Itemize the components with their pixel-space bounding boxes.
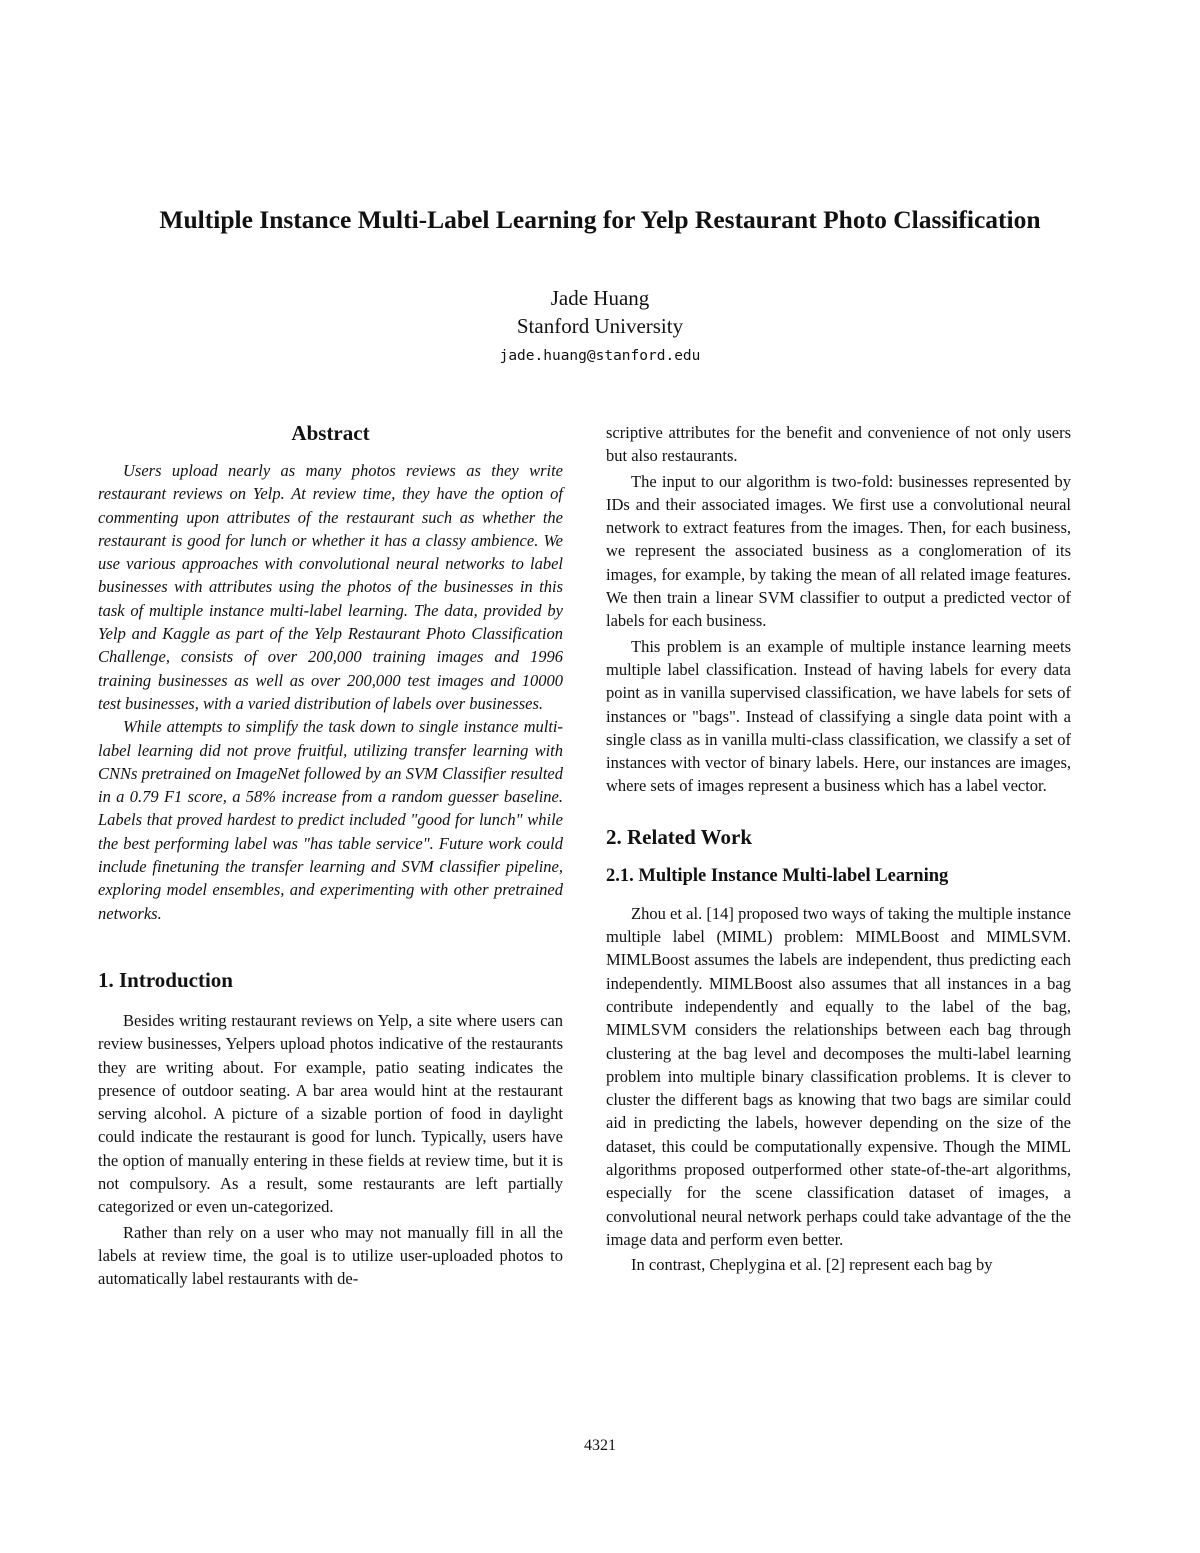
right-column <box>606 421 1071 1277</box>
abstract-heading: Abstract <box>291 421 370 445</box>
author-block <box>300 284 900 372</box>
introduction-paragraph: This problem is an example of multiple instance learning meets multiple label classification. Instead of having labels for every data point as in vanilla supervised classification, we have labels for sets of instances or "bags". Instead of classifying a single data point with a single class as in vanilla multi-class classification, we classify a set of instances with vector of binary labels. Here, our instances are images, where sets of images represent a business which has a label vector. <box>606 636 1071 796</box>
introduction-paragraph: Besides writing restaurant reviews on Yelp, a site where users can review businesses, Yelpers upload photos indicative of the restaurants they are writing about. For example, patio seating indicates the presence of outdoor seating. A bar area would hint at the restaurant serving alcohol. A picture of a sizable portion of food in daylight could indicate the restaurant is good for lunch. Typically, users have the option of manually entering in these fields at review time, but it is not compulsory. As a result, some restaurants are left partially categorized or even un-categorized. <box>98 1010 563 1217</box>
introduction-paragraph: The input to our algorithm is two-fold: businesses represented by IDs and their associated images. We first use a convolutional neural network to extract features from the images. Then, for each business, we represent the associated business as a conglomeration of its images, for example, by taking the mean of all related image features. We then train a linear SVM classifier to output a predicted vector of labels for each business. <box>606 471 1071 631</box>
introduction-heading: 1. Introduction <box>98 967 233 992</box>
left-column <box>98 420 563 1291</box>
author-affiliation: Stanford University <box>516 314 684 338</box>
author-name: Jade Huang <box>550 286 650 310</box>
related-work-heading: 2. Related Work <box>606 824 753 849</box>
related-work-paragraph: In contrast, Cheplygina et al. [2] represent each bag by <box>631 1255 993 1275</box>
subsection-heading: 2.1. Multiple Instance Multi-label Learning <box>606 865 949 886</box>
abstract-paragraph: While attempts to simplify the task down to single instance multi-label learning did not prove fruitful, utilizing transfer learning with CNNs pretrained on ImageNet followed by an SVM Classifier resulted in a 0.79 F1 score, a 58% increase from a random guesser baseline. Labels that proved hardest to predict included "good for lunch" while the best performing label was "has table service". Future work could include finetuning the transfer learning and SVM classifier pipeline, exploring model ensembles, and experimenting with other pretrained networks. <box>98 717 563 923</box>
introduction-continuation: scriptive attributes for the benefit and convenience of not only users but also restaurants. <box>606 423 1071 466</box>
abstract-section <box>98 420 563 925</box>
introduction-paragraph: Rather than rely on a user who may not manually fill in all the labels at review time, the goal is to utilize user-uploaded photos to automatically label restaurants with de- <box>98 1222 563 1289</box>
abstract-paragraph: Users upload nearly as many photos reviews as they write restaurant reviews on Yelp. At review time, they have the option of commenting upon attributes of the restaurant such as whether the restaurant is good for lunch or whether it has a classy ambience. We use various approaches with convolutional neural networks to label businesses with attributes using the photos of the businesses in this task of multiple instance multi-label learning. The data, provided by Yelp and Kaggle as part of the Yelp Restaurant Photo Classification Challenge, consists of over 200,000 training images and 1996 training businesses as well as over 200,000 test images and 10000 test businesses, with a varied distribution of labels over businesses. <box>98 461 563 713</box>
related-work-paragraph: Zhou et al. [14] proposed two ways of taking the multiple instance multiple label (MIML) problem: MIMLBoost and MIMLSVM. MIMLBoost assumes the labels are independent, thus predicting each independently. MIMLBoost also assumes that all instances in a bag contribute independently and equally to the label of the bag, MIMLSVM considers the relationships between each bag through clustering at the bag level and decomposes the multi-label learning problem into multiple binary classification problems. It is clever to cluster the different bags as knowing that two bags are similar could aid in predicting the labels, however depending on the size of the dataset, this could be computationally expensive. Though the MIML algorithms proposed outperformed other state-of-the-art algorithms, especially for the scene classification dataset of images, a convolutional neural network perhaps could take advantage of the the image data and perform even better. <box>606 903 1071 1249</box>
page-number: 4321 <box>584 1437 616 1454</box>
author-email[interactable]: jade.huang@stanford.edu <box>499 348 701 364</box>
paper-title: Multiple Instance Multi-Label Learning for Yelp Restaurant Photo Classification <box>159 205 1041 234</box>
